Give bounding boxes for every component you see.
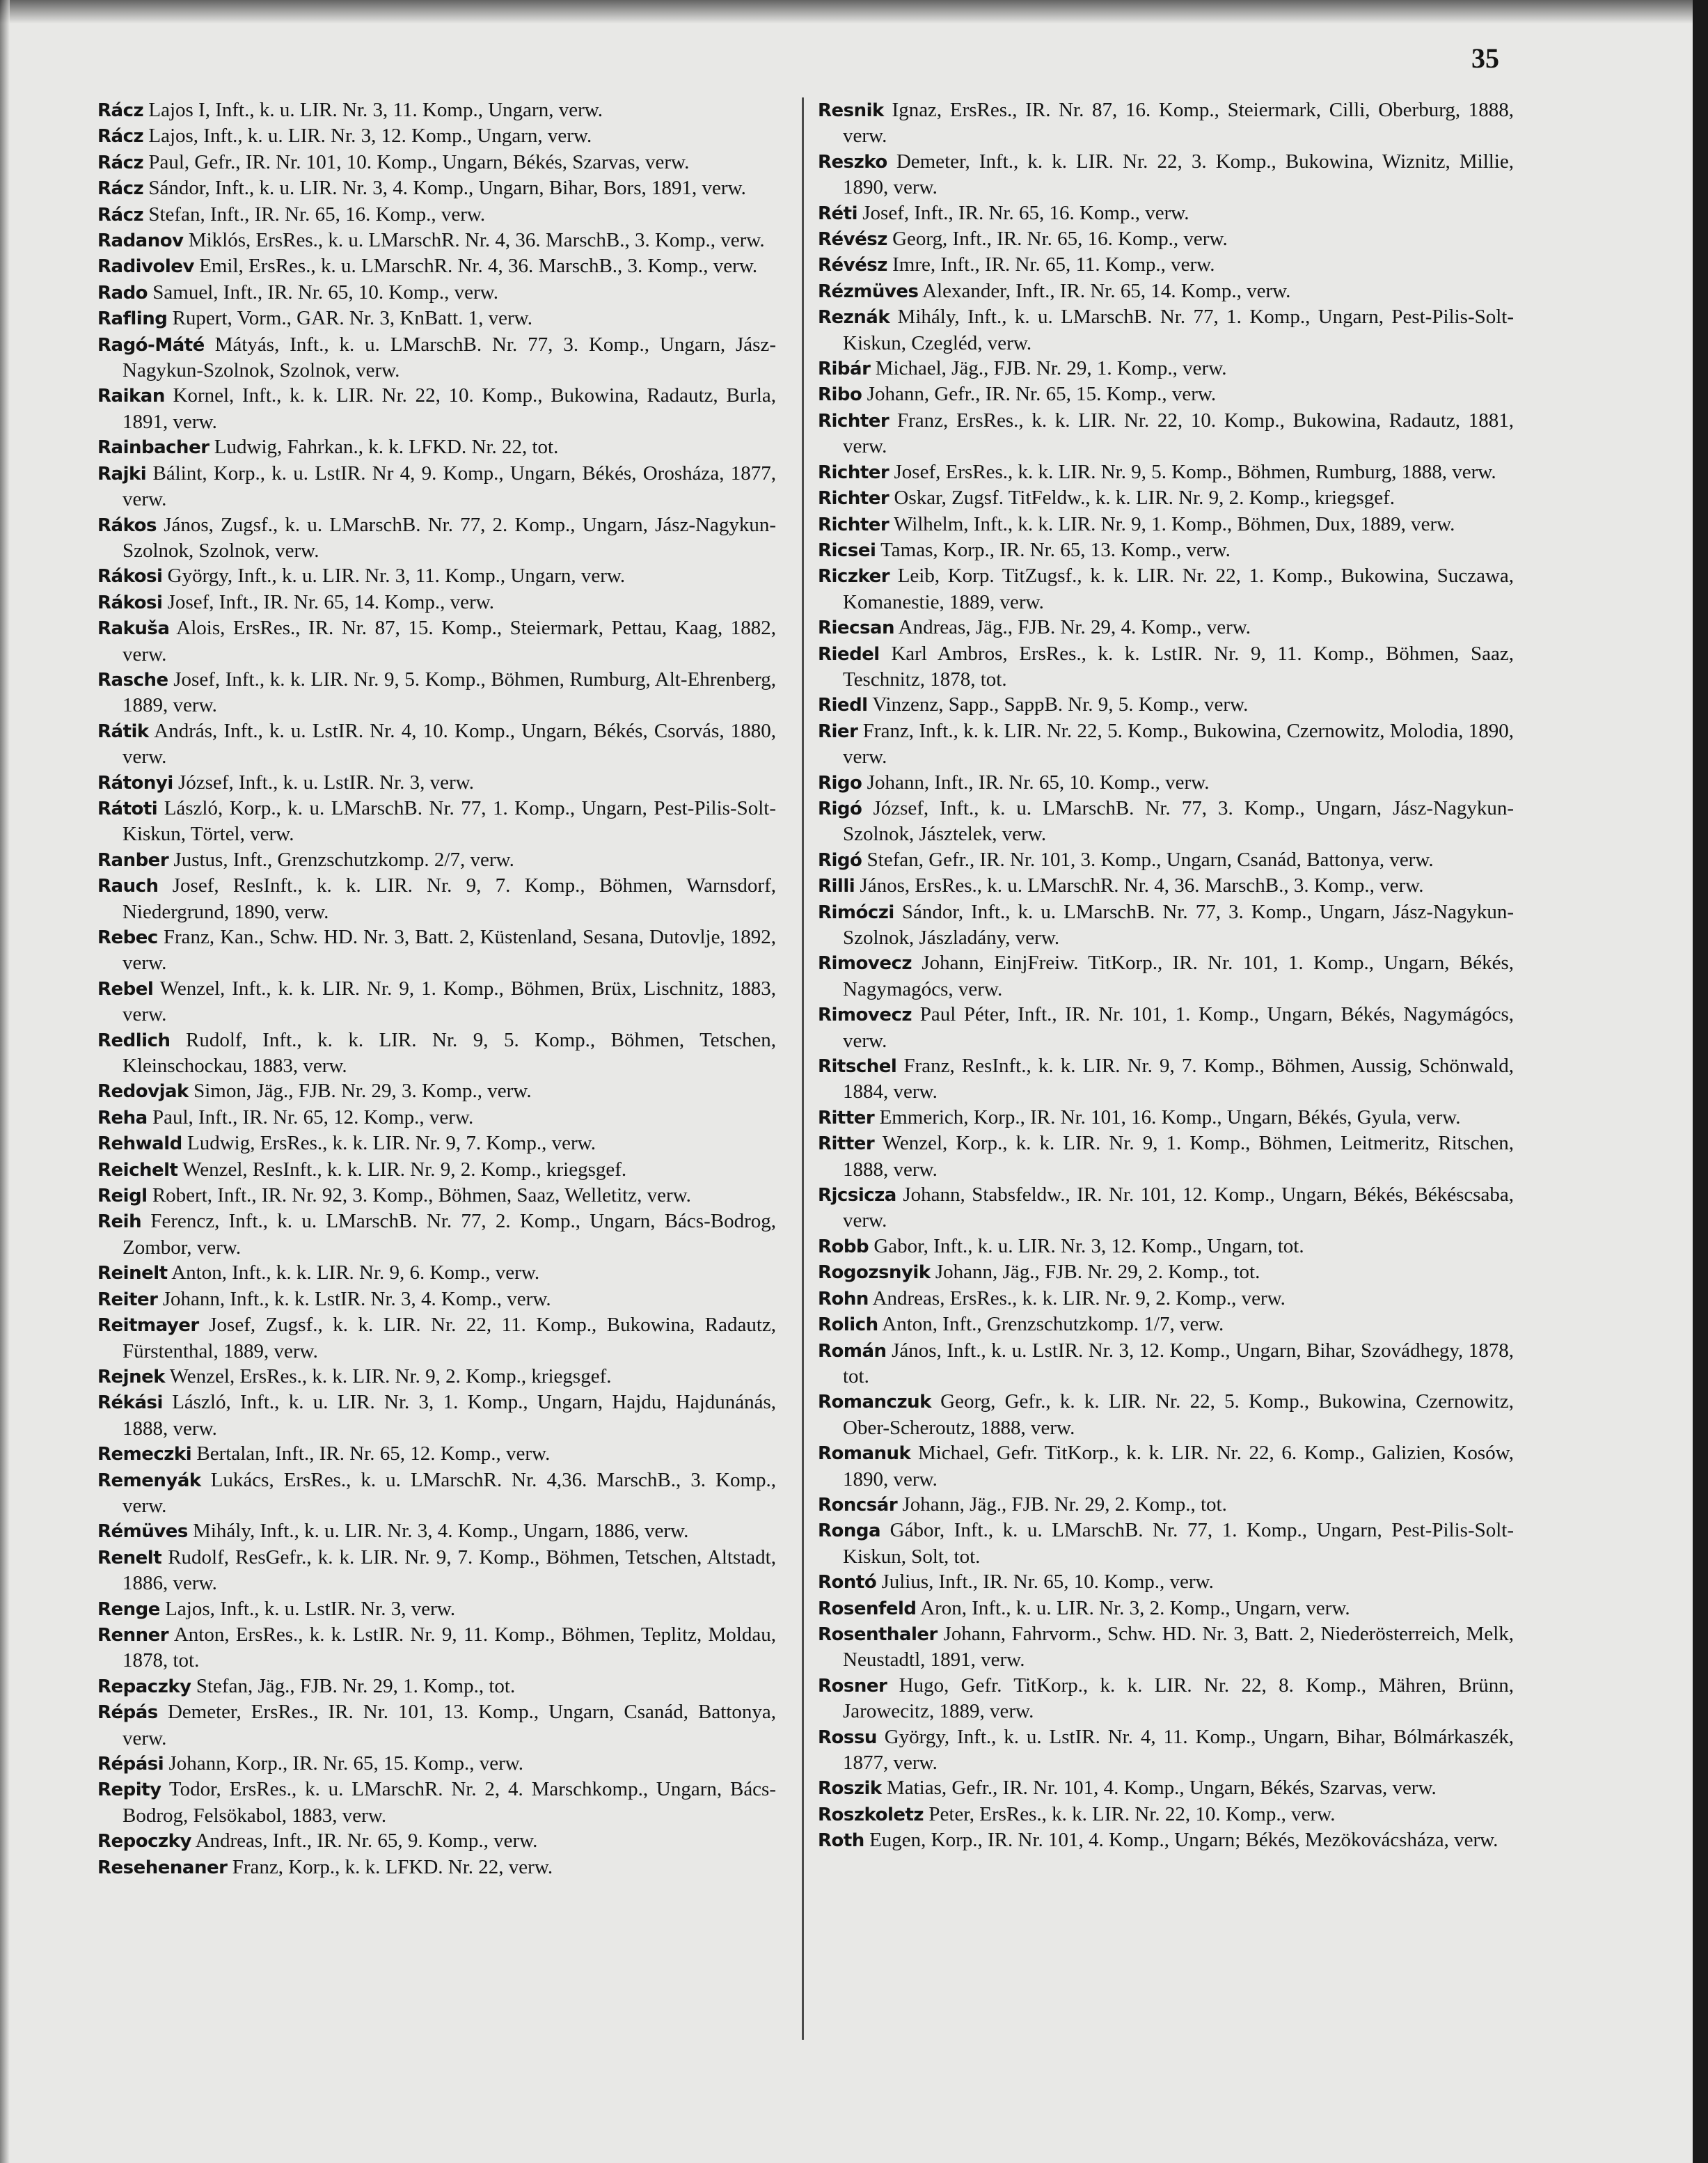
- entry-surname: Remenyák: [97, 1470, 201, 1491]
- entry-surname: Rigó: [818, 798, 862, 819]
- entry-details: Johann, Inft., k. k. LstIR. Nr. 3, 4. Komp., verw.: [162, 1287, 551, 1310]
- register-entry: [818, 1389, 1514, 1440]
- entry-surname: Rafling: [97, 308, 168, 330]
- register-entry: [818, 796, 1514, 847]
- entry-surname: Resehenaner: [97, 1857, 228, 1878]
- entry-details: Johann, Fahrvorm., Schw. HD. Nr. 3, Batt. 2, Niederösterreich, Melk, Neustadtl, 1891, verw.: [843, 1622, 1515, 1672]
- register-entry: [818, 408, 1514, 459]
- entry-details: Karl Ambros, ErsRes., k. k. LstIR. Nr. 9, 11. Komp., Böhmen, Saaz, Teschnitz, 1878, tot.: [843, 642, 1514, 691]
- register-entry: [818, 1827, 1514, 1853]
- entry-surname: Reiter: [97, 1289, 158, 1310]
- register-entry: [97, 332, 776, 384]
- register-entry: [97, 1078, 776, 1104]
- entry-surname: Rehwald: [97, 1133, 182, 1155]
- entry-details: Johann, Gefr., IR. Nr. 65, 15. Komp., verw.: [867, 383, 1217, 406]
- entry-details: Ludwig, Fahrkan., k. k. LFKD. Nr. 22, tot.: [214, 436, 559, 459]
- entry-details: László, Inft., k. u. LIR. Nr. 3, 1. Komp., Ungarn, Hajdu, Hajdunánás, 1888, verw.: [122, 1391, 776, 1440]
- entry-details: Robert, Inft., IR. Nr. 92, 3. Komp., Böhmen, Saaz, Welletitz, verw.: [152, 1184, 691, 1207]
- entry-details: Justus, Inft., Grenzschutzkomp. 2/7, verw.: [173, 848, 514, 871]
- entry-details: Mihály, Inft., k. u. LIR. Nr. 3, 4. Komp., Ungarn, 1886, verw.: [193, 1520, 689, 1543]
- entry-details: János, Inft., k. u. LstIR. Nr. 3, 12. Komp., Ungarn, Bihar, Szovádhegy, 1878, tot.: [843, 1339, 1514, 1387]
- entry-details: Rupert, Vorm., GAR. Nr. 3, KnBatt. 1, verw.: [172, 307, 532, 330]
- entry-surname: Resnik: [818, 100, 884, 121]
- entry-surname: Riecsan: [818, 618, 895, 639]
- entry-details: Stefan, Inft., IR. Nr. 65, 16. Komp., verw.: [148, 203, 486, 226]
- scan-edge-left: [0, 0, 10, 2163]
- entry-details: Vinzenz, Sapp., SappB. Nr. 9, 5. Komp., verw.: [872, 693, 1249, 716]
- entry-details: Oskar, Zugsf. TitFeldw., k. k. LIR. Nr. 9, 2. Komp., kriegsgef.: [894, 487, 1395, 510]
- entry-details: Mihály, Inft., k. u. LMarschB. Nr. 77, 1. Komp., Ungarn, Pest-Pilis-Solt-Kiskun, Czegléd, verw.: [843, 306, 1514, 354]
- entry-details: Bertalan, Inft., IR. Nr. 65, 12. Komp., verw.: [196, 1442, 551, 1465]
- entry-surname: Richter: [818, 410, 889, 432]
- entry-surname: Révész: [818, 229, 887, 251]
- entry-details: Rudolf, ResGefr., k. k. LIR. Nr. 9, 7. Komp., Böhmen, Tetschen, Altstadt, 1886, verw.: [122, 1545, 776, 1595]
- register-entry: [97, 1364, 776, 1390]
- entry-surname: Rátoti: [97, 798, 158, 819]
- entry-details: József, Inft., k. u. LstIR. Nr. 3, verw.: [177, 771, 474, 794]
- entry-details: Wenzel, ResInft., k. k. LIR. Nr. 9, 2. Komp., kriegsgef.: [182, 1158, 627, 1181]
- entry-surname: Rier: [818, 721, 858, 742]
- register-entry: [97, 1674, 776, 1699]
- scan-edge-right: [1693, 0, 1708, 2163]
- register-entry: [818, 1492, 1514, 1518]
- entry-details: György, Inft., k. u. LIR. Nr. 3, 11. Komp., Ungarn, verw.: [167, 565, 626, 588]
- entry-surname: Ricsei: [818, 540, 876, 561]
- entry-surname: Rácz: [97, 152, 144, 173]
- register-entry: [97, 1828, 776, 1854]
- entry-surname: Rakuša: [97, 618, 170, 640]
- register-entry: [818, 1259, 1514, 1285]
- entry-details: Anton, Inft., Grenzschutzkomp. 1/7, verw.: [882, 1313, 1224, 1336]
- entry-surname: Rátik: [97, 721, 149, 742]
- entry-details: Imre, Inft., IR. Nr. 65, 11. Komp., verw.: [892, 253, 1215, 276]
- entry-details: Wenzel, Korp., k. k. LIR. Nr. 9, 1. Komp., Böhmen, Leitmeritz, Ritschen, 1888, verw.: [843, 1132, 1514, 1181]
- register-entry: [97, 796, 776, 847]
- entry-details: Emmerich, Korp., IR. Nr. 101, 16. Komp., Ungarn, Békés, Gyula, verw.: [879, 1106, 1461, 1128]
- entry-details: Franz, ResInft., k. k. LIR. Nr. 9, 7. Komp., Böhmen, Aussig, Schönwald, 1884, verw.: [843, 1055, 1514, 1103]
- entry-surname: Rimovecz: [818, 1005, 912, 1026]
- entry-details: Johann, Jäg., FJB. Nr. 29, 2. Komp., tot.: [902, 1493, 1227, 1516]
- entry-surname: Riczker: [818, 566, 890, 588]
- register-entry: [818, 252, 1514, 278]
- register-entry: [97, 615, 776, 667]
- register-entry: [97, 1468, 776, 1519]
- register-entry: [97, 925, 776, 976]
- entry-details: Wenzel, Inft., k. k. LIR. Nr. 9, 1. Komp., Böhmen, Brüx, Lischnitz, 1883, verw.: [122, 977, 776, 1026]
- register-entry: [97, 1312, 776, 1364]
- entry-details: Josef, ResInft., k. k. LIR. Nr. 9, 7. Komp., Böhmen, Warnsdorf, Niedergrund, 1890, verw.: [122, 874, 776, 923]
- register-entry: [97, 434, 776, 460]
- entry-details: Kornel, Inft., k. k. LIR. Nr. 22, 10. Komp., Bukowina, Radautz, Burla, 1891, verw.: [122, 384, 776, 433]
- entry-surname: Richter: [818, 462, 889, 483]
- entry-surname: Rado: [97, 282, 148, 304]
- entry-details: Wenzel, ErsRes., k. k. LIR. Nr. 9, 2. Komp., kriegsgef.: [169, 1364, 612, 1387]
- entry-details: Josef, Zugsf., k. k. LIR. Nr. 22, 11. Komp., Bukowina, Radautz, Fürstenthal, 1889, verw.: [122, 1314, 777, 1362]
- entry-details: Johann, Stabsfeldw., IR. Nr. 101, 12. Komp., Ungarn, Békés, Békéscsaba, verw.: [843, 1183, 1515, 1232]
- entry-surname: Rajki: [97, 463, 147, 485]
- entry-details: Aron, Inft., k. u. LIR. Nr. 3, 2. Komp., Ungarn, verw.: [920, 1596, 1350, 1619]
- entry-details: Alexander, Inft., IR. Nr. 65, 14. Komp., verw.: [922, 279, 1291, 302]
- register-entry: [818, 226, 1514, 252]
- register-entry: [97, 202, 776, 228]
- register-entry: [818, 615, 1514, 640]
- register-entry: [818, 97, 1514, 149]
- entry-details: Georg, Inft., IR. Nr. 65, 16. Komp., verw.: [892, 228, 1228, 251]
- entry-details: Andreas, Jäg., FJB. Nr. 29, 4. Komp., verw.: [898, 616, 1251, 639]
- entry-details: Bálint, Korp., k. u. LstIR. Nr 4, 9. Komp., Ungarn, Békés, Orosháza, 1877, verw.: [122, 462, 776, 511]
- entry-details: Paul Péter, Inft., IR. Nr. 101, 1. Komp., Ungarn, Békés, Nagymágócs, verw.: [843, 1003, 1514, 1052]
- entry-details: Anton, Inft., k. k. LIR. Nr. 9, 6. Komp., verw.: [171, 1261, 540, 1284]
- register-entry: [818, 1338, 1514, 1390]
- entry-surname: Reitmayer: [97, 1315, 199, 1337]
- register-entry: [818, 1312, 1514, 1337]
- entry-details: György, Inft., k. u. LstIR. Nr. 4, 11. Komp., Ungarn, Bihar, Bólmárkaszék, 1877, verw.: [843, 1725, 1515, 1774]
- entry-details: Demeter, Inft., k. k. LIR. Nr. 22, 3. Komp., Bukowina, Wiznitz, Millie, 1890, verw.: [843, 150, 1514, 199]
- entry-surname: Rákosi: [97, 566, 163, 588]
- entry-surname: Reszko: [818, 151, 887, 173]
- register-entry: [818, 899, 1514, 951]
- entry-details: Tamas, Korp., IR. Nr. 65, 13. Komp., verw.: [880, 538, 1231, 561]
- register-entry: [97, 563, 776, 589]
- entry-surname: Ribo: [818, 384, 862, 406]
- entry-details: Stefan, Gefr., IR. Nr. 101, 3. Komp., Ungarn, Csanád, Battonya, verw.: [867, 848, 1434, 871]
- entry-surname: Riedl: [818, 695, 868, 716]
- entry-details: Gábor, Inft., k. u. LMarschB. Nr. 77, 1. Komp., Ungarn, Pest-Pilis-Solt-Kiskun, Solt, tot.: [843, 1519, 1515, 1568]
- entry-surname: Rácz: [97, 178, 144, 200]
- register-entry: [818, 512, 1514, 537]
- register-entry: [818, 1596, 1514, 1621]
- register-entry: [97, 1699, 776, 1751]
- entry-details: Todor, ErsRes., k. u. LMarschR. Nr. 2, 4. Marschkomp., Ungarn, Bács-Bodrog, Felsökabol, 1883, verw.: [122, 1778, 777, 1827]
- entry-surname: Roth: [818, 1830, 864, 1852]
- register-entry: [97, 280, 776, 306]
- register-entry: [97, 461, 776, 512]
- entry-surname: Rákos: [97, 514, 157, 536]
- register-entry: [818, 770, 1514, 796]
- entry-details: Johann, Inft., IR. Nr. 65, 10. Komp., verw.: [867, 771, 1210, 794]
- entry-details: Miklós, ErsRes., k. u. LMarschR. Nr. 4, 36. MarschB., 3. Komp., verw.: [188, 229, 765, 252]
- entry-details: Andreas, ErsRes., k. k. LIR. Nr. 9, 2. Komp., verw.: [872, 1287, 1286, 1309]
- register-entry: [818, 382, 1514, 407]
- entry-surname: Rossu: [818, 1727, 877, 1748]
- entry-details: Demeter, ErsRes., IR. Nr. 101, 13. Komp., Ungarn, Csanád, Battonya, verw.: [122, 1701, 777, 1749]
- entry-details: Emil, ErsRes., k. u. LMarschR. Nr. 4, 36. MarschB., 3. Komp., verw.: [199, 255, 758, 278]
- entry-surname: Rjcsicza: [818, 1185, 896, 1206]
- entry-details: Julius, Inft., IR. Nr. 65, 10. Komp., verw.: [881, 1571, 1214, 1594]
- entry-surname: Rátonyi: [97, 772, 173, 794]
- register-entry: [818, 1002, 1514, 1053]
- register-entry: [818, 563, 1514, 615]
- entry-surname: Redlich: [97, 1030, 171, 1051]
- register-entry: [97, 718, 776, 770]
- entry-details: Hugo, Gefr. TitKorp., k. k. LIR. Nr. 22, 8. Komp., Mähren, Brünn, Jarowecitz, 1889, verw.: [843, 1674, 1514, 1723]
- entry-surname: Répás: [97, 1702, 158, 1724]
- entry-details: Ferencz, Inft., k. u. LMarschB. Nr. 77, 2. Komp., Ungarn, Bács-Bodrog, Zombor, verw.: [122, 1210, 776, 1259]
- entry-surname: Rohn: [818, 1288, 869, 1309]
- register-entry: [818, 1234, 1514, 1259]
- register-entry: [97, 150, 776, 175]
- entry-details: Michael, Gefr. TitKorp., k. k. LIR. Nr. 22, 6. Komp., Galizien, Kosów, 1890, verw.: [843, 1442, 1514, 1490]
- entry-surname: Rácz: [97, 126, 144, 148]
- entry-surname: Rejnek: [97, 1366, 166, 1387]
- register-entry: [818, 1724, 1514, 1776]
- entry-details: Franz, Korp., k. k. LFKD. Nr. 22, verw.: [232, 1855, 553, 1878]
- entry-surname: Romanuk: [818, 1443, 911, 1465]
- entry-surname: Rákosi: [97, 592, 163, 613]
- register-entry: [97, 175, 776, 201]
- entry-surname: Rimóczi: [818, 902, 894, 923]
- entry-surname: Rigo: [818, 772, 862, 794]
- register-entry: [97, 1287, 776, 1312]
- entry-details: Franz, ErsRes., k. k. LIR. Nr. 22, 10. Komp., Bukowina, Radautz, 1881, verw.: [843, 409, 1514, 458]
- entry-details: Johann, Korp., IR. Nr. 65, 15. Komp., verw.: [168, 1752, 524, 1775]
- entry-surname: Renner: [97, 1624, 169, 1646]
- entry-surname: Renge: [97, 1598, 160, 1620]
- entry-details: Josef, Inft., IR. Nr. 65, 14. Komp., verw.: [167, 590, 494, 613]
- entry-surname: Roncsár: [818, 1494, 898, 1516]
- entry-surname: Reha: [97, 1107, 148, 1128]
- register-entry: [818, 485, 1514, 511]
- register-entry: [818, 1775, 1514, 1801]
- register-entry: [818, 873, 1514, 899]
- entry-surname: Rebec: [97, 927, 158, 948]
- entry-details: Mátyás, Inft., k. u. LMarschB. Nr. 77, 3. Komp., Ungarn, Jász-Nagykun-Szolnok, Szolnok, verw.: [122, 333, 776, 382]
- entry-surname: Rézmüves: [818, 281, 919, 302]
- entry-details: Samuel, Inft., IR. Nr. 65, 10. Komp., verw.: [152, 281, 498, 304]
- entry-surname: Rainbacher: [97, 437, 209, 459]
- register-entry: [818, 1131, 1514, 1182]
- entry-details: Franz, Inft., k. k. LIR. Nr. 22, 5. Komp., Bukowina, Czernowitz, Molodia, 1890, verw.: [843, 719, 1514, 769]
- register-entry: [818, 356, 1514, 382]
- scan-edge-top: [0, 0, 1708, 24]
- entry-details: József, Inft., k. u. LMarschB. Nr. 77, 3. Komp., Ungarn, Jász-Nagykun-Szolnok, Jásztelek, verw.: [843, 796, 1514, 846]
- entry-details: Gabor, Inft., k. u. LIR. Nr. 3, 12. Komp., Ungarn, tot.: [873, 1234, 1304, 1257]
- register-entry: [818, 1518, 1514, 1569]
- entry-surname: Riedel: [818, 643, 880, 665]
- entry-surname: Ragó-Máté: [97, 334, 205, 356]
- entry-surname: Rosner: [818, 1675, 887, 1697]
- entry-surname: Robb: [818, 1236, 869, 1257]
- entry-details: András, Inft., k. u. LstIR. Nr. 4, 10. Komp., Ungarn, Békés, Csorvás, 1880, verw.: [122, 719, 776, 769]
- entry-details: Eugen, Korp., IR. Nr. 101, 4. Komp., Ungarn; Békés, Mezökovácsháza, verw.: [869, 1829, 1499, 1852]
- entry-details: Wilhelm, Inft., k. k. LIR. Nr. 9, 1. Komp., Böhmen, Dux, 1889, verw.: [893, 512, 1455, 535]
- register-entry: [97, 253, 776, 279]
- entry-details: Ignaz, ErsRes., IR. Nr. 87, 16. Komp., Steiermark, Cilli, Oberburg, 1888, verw.: [843, 99, 1515, 148]
- entry-surname: Repity: [97, 1779, 161, 1801]
- entry-surname: Repaczky: [97, 1676, 191, 1697]
- register-entry: [97, 1260, 776, 1286]
- entry-surname: Remeczki: [97, 1444, 192, 1465]
- register-entry: [97, 1777, 776, 1828]
- register-entry: [818, 200, 1514, 226]
- register-entry: [818, 1182, 1514, 1234]
- entry-details: Andreas, Inft., IR. Nr. 65, 9. Komp., verw.: [195, 1830, 538, 1853]
- register-entry: [97, 770, 776, 796]
- entry-surname: Rigó: [818, 849, 862, 871]
- entry-surname: Rosenfeld: [818, 1598, 917, 1619]
- register-entry: [97, 1183, 776, 1209]
- entry-surname: Radivolev: [97, 256, 194, 278]
- entry-details: János, Zugsf., k. u. LMarschB. Nr. 77, 2. Komp., Ungarn, Jász-Nagykun-Szolnok, Szolnok, verw.: [122, 513, 777, 562]
- entry-surname: Reigl: [97, 1186, 148, 1207]
- register-entry: [818, 1621, 1514, 1673]
- entry-details: Lajos, Inft., k. u. LstIR. Nr. 3, verw.: [165, 1597, 456, 1620]
- register-entry: [97, 1751, 776, 1777]
- entry-details: Johann, EinjFreiw. TitKorp., IR. Nr. 101, 1. Komp., Ungarn, Békés, Nagymagócs, verw.: [843, 952, 1514, 1000]
- register-entry: [97, 1105, 776, 1131]
- register-entry: [818, 149, 1514, 200]
- register-entry: [97, 306, 776, 331]
- register-entry: [818, 1802, 1514, 1827]
- register-entry: [818, 1053, 1514, 1105]
- register-entry: [818, 459, 1514, 485]
- page-number: 35: [1471, 42, 1499, 74]
- entry-details: Josef, ErsRes., k. k. LIR. Nr. 9, 5. Komp., Böhmen, Rumburg, 1888, verw.: [894, 460, 1496, 483]
- entry-details: Michael, Jäg., FJB. Nr. 29, 1. Komp., verw.: [875, 357, 1227, 380]
- entry-details: Lajos, Inft., k. u. LIR. Nr. 3, 12. Komp., Ungarn, verw.: [148, 125, 592, 148]
- entry-surname: Ritter: [818, 1133, 875, 1155]
- register-entry: [818, 1286, 1514, 1312]
- register-entry: [818, 537, 1514, 563]
- entry-surname: Román: [818, 1340, 887, 1362]
- register-entry: [818, 692, 1514, 718]
- entry-surname: Reih: [97, 1211, 142, 1233]
- column-divider: [802, 97, 804, 2040]
- entry-surname: Roszik: [818, 1778, 882, 1800]
- entry-details: Josef, Inft., IR. Nr. 65, 16. Komp., verw.: [862, 201, 1189, 224]
- entry-surname: Rogozsnyik: [818, 1262, 931, 1284]
- entry-surname: Réti: [818, 203, 857, 224]
- register-entry: [818, 1569, 1514, 1595]
- entry-details: Simon, Jäg., FJB. Nr. 29, 3. Komp., verw.: [193, 1080, 532, 1103]
- entry-details: Paul, Inft., IR. Nr. 65, 12. Komp., verw.: [152, 1106, 474, 1128]
- entry-surname: Rilli: [818, 876, 855, 897]
- entry-surname: Ritschel: [818, 1056, 897, 1078]
- entry-surname: Rontó: [818, 1572, 877, 1594]
- entry-surname: Ribár: [818, 359, 871, 380]
- entry-surname: Rolich: [818, 1314, 878, 1336]
- entry-surname: Répási: [97, 1754, 164, 1775]
- entry-details: Anton, ErsRes., k. k. LstIR. Nr. 9, 11. Komp., Böhmen, Teplitz, Moldau, 1878, tot.: [122, 1623, 776, 1672]
- entry-surname: Radanov: [97, 230, 184, 252]
- register-entry: [97, 1855, 776, 1880]
- register-entry: [97, 383, 776, 434]
- register-entry: [97, 1596, 776, 1622]
- entry-details: Lukács, ErsRes., k. u. LMarschR. Nr. 4,36. MarschB., 3. Komp., verw.: [122, 1468, 777, 1517]
- entry-surname: Rebel: [97, 978, 154, 1000]
- entry-surname: Ritter: [818, 1107, 875, 1128]
- register-entry: [97, 1390, 776, 1441]
- register-entry: [818, 641, 1514, 693]
- entry-surname: Rácz: [97, 204, 144, 226]
- register-entry: [818, 278, 1514, 304]
- entry-surname: Ranber: [97, 849, 169, 871]
- register-entry: [818, 1105, 1514, 1131]
- register-entry: [97, 1622, 776, 1674]
- entry-details: László, Korp., k. u. LMarschB. Nr. 77, 1. Komp., Ungarn, Pest-Pilis-Solt-Kiskun, Törtel, verw.: [122, 796, 777, 846]
- entry-surname: Rácz: [97, 100, 144, 121]
- entry-surname: Rauch: [97, 876, 159, 897]
- entry-surname: Richter: [818, 488, 889, 510]
- entry-details: Sándor, Inft., k. u. LIR. Nr. 3, 4. Komp., Ungarn, Bihar, Bors, 1891, verw.: [148, 177, 746, 200]
- register-entry: [97, 847, 776, 873]
- entry-details: Alois, ErsRes., IR. Nr. 87, 15. Komp., Steiermark, Pettau, Kaag, 1882, verw.: [122, 617, 776, 666]
- register-entry: [97, 1131, 776, 1156]
- entry-details: Paul, Gefr., IR. Nr. 101, 10. Komp., Ungarn, Békés, Szarvas, verw.: [148, 150, 690, 173]
- right-column: [818, 97, 1514, 1854]
- register-entry: [818, 718, 1514, 770]
- left-column: [97, 97, 776, 1880]
- register-entry: [818, 847, 1514, 873]
- entry-surname: Romanczuk: [818, 1392, 931, 1413]
- entry-surname: Repoczky: [97, 1831, 191, 1853]
- entry-surname: Redovjak: [97, 1081, 189, 1103]
- register-entry: [818, 1673, 1514, 1724]
- entry-surname: Raikan: [97, 386, 165, 407]
- entry-surname: Rimovecz: [818, 953, 912, 975]
- register-entry: [97, 590, 776, 615]
- entry-surname: Rosenthaler: [818, 1623, 938, 1645]
- entry-details: Josef, Inft., k. k. LIR. Nr. 9, 5. Komp., Böhmen, Rumburg, Alt-Ehrenberg, 1889, verw.: [122, 668, 777, 717]
- entry-surname: Ronga: [818, 1520, 881, 1542]
- register-entry: [818, 950, 1514, 1002]
- register-entry: [818, 304, 1514, 356]
- entry-details: Lajos I, Inft., k. u. LIR. Nr. 3, 11. Komp., Ungarn, verw.: [148, 99, 603, 121]
- register-entry: [97, 873, 776, 925]
- register-entry: [97, 1209, 776, 1260]
- entry-surname: Révész: [818, 255, 887, 276]
- register-entry: [97, 976, 776, 1028]
- entry-surname: Richter: [818, 514, 889, 535]
- register-entry: [97, 228, 776, 253]
- entry-details: Rudolf, Inft., k. k. LIR. Nr. 9, 5. Komp., Böhmen, Tetschen, Kleinschockau, 1883, verw.: [122, 1028, 777, 1078]
- register-entry: [97, 97, 776, 123]
- entry-surname: Renelt: [97, 1547, 162, 1568]
- register-entry: [97, 123, 776, 149]
- entry-surname: Reznák: [818, 307, 890, 329]
- entry-surname: Rékási: [97, 1392, 163, 1414]
- register-entry: [97, 1518, 776, 1544]
- register-entry: [97, 1545, 776, 1596]
- entry-surname: Rasche: [97, 669, 168, 691]
- entry-surname: Rémüves: [97, 1521, 188, 1543]
- entry-details: Ludwig, ErsRes., k. k. LIR. Nr. 9, 7. Komp., verw.: [187, 1132, 596, 1155]
- register-entry: [97, 1157, 776, 1183]
- entry-details: Leib, Korp. TitZugsf., k. k. LIR. Nr. 22, 1. Komp., Bukowina, Suczawa, Komanestie, 1889, verw.: [843, 565, 1515, 613]
- entry-details: Franz, Kan., Schw. HD. Nr. 3, Batt. 2, Küstenland, Sesana, Dutovlje, 1892, verw.: [122, 926, 777, 975]
- register-entry: [97, 1441, 776, 1467]
- register-entry: [818, 1440, 1514, 1492]
- entry-details: Georg, Gefr., k. k. LIR. Nr. 22, 5. Komp., Bukowina, Czernowitz, Ober-Scheroutz, 1888, verw.: [843, 1390, 1515, 1439]
- entry-details: Sándor, Inft., k. u. LMarschB. Nr. 77, 3. Komp., Ungarn, Jász-Nagykun-Szolnok, Jászladány, verw.: [843, 900, 1514, 949]
- entry-details: János, ErsRes., k. u. LMarschR. Nr. 4, 36. MarschB., 3. Komp., verw.: [860, 874, 1424, 897]
- entry-details: Johann, Jäg., FJB. Nr. 29, 2. Komp., tot.: [935, 1261, 1260, 1284]
- register-entry: [97, 667, 776, 718]
- entry-surname: Reinelt: [97, 1263, 168, 1284]
- register-entry: [97, 1028, 776, 1079]
- entry-details: Peter, ErsRes., k. k. LIR. Nr. 22, 10. Komp., verw.: [928, 1802, 1336, 1825]
- entry-details: Stefan, Jäg., FJB. Nr. 29, 1. Komp., tot.: [196, 1674, 516, 1697]
- entry-details: Matias, Gefr., IR. Nr. 101, 4. Komp., Ungarn, Békés, Szarvas, verw.: [886, 1777, 1437, 1800]
- entry-surname: Reichelt: [97, 1159, 178, 1181]
- register-entry: [97, 512, 776, 564]
- entry-surname: Roszkoletz: [818, 1804, 924, 1825]
